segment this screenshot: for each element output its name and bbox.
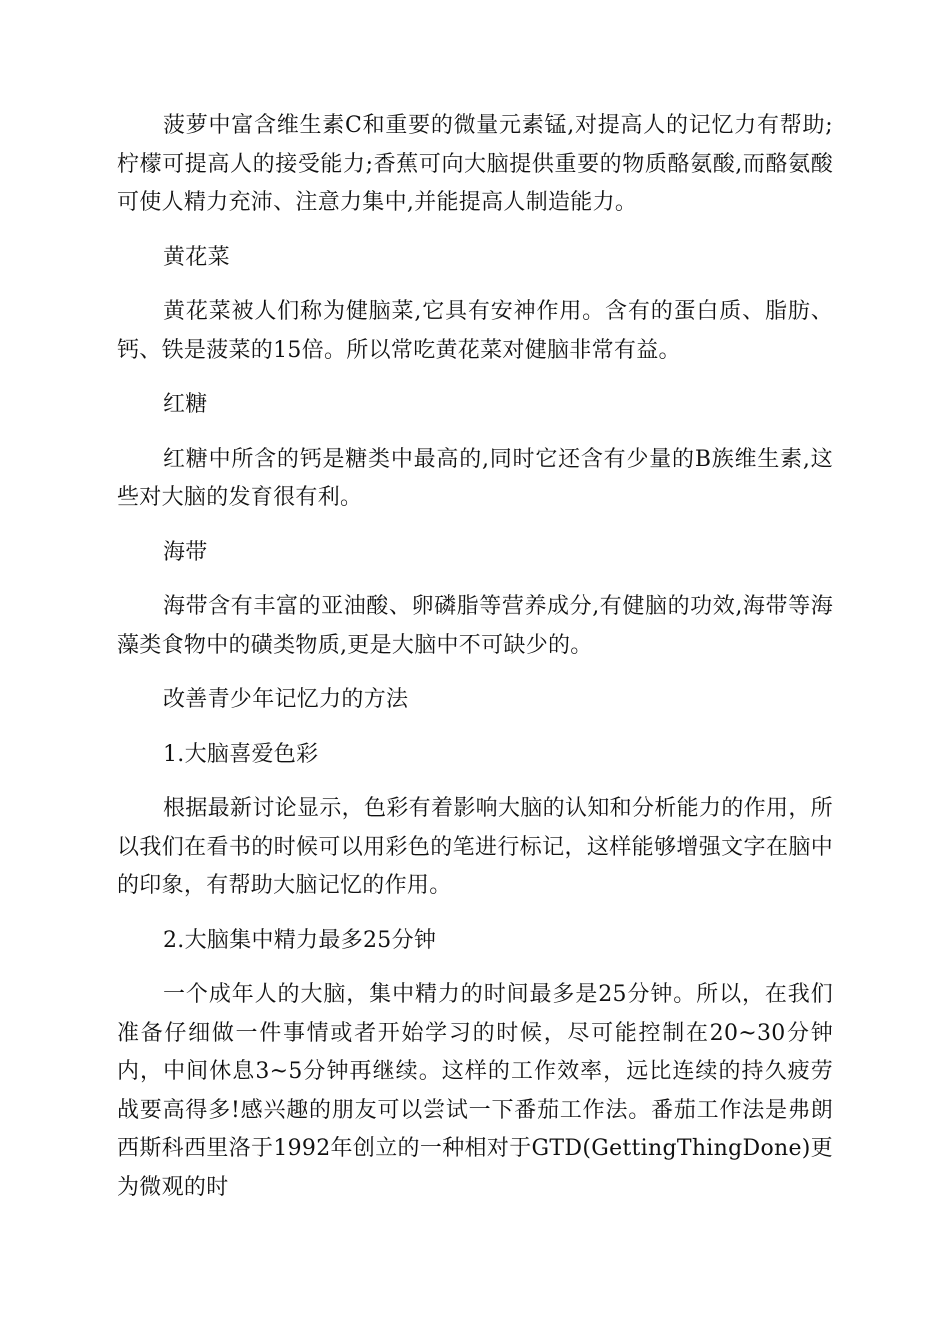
heading-daylily: 黄花菜 (163, 244, 230, 270)
heading-method-2: 2.大脑集中精力最多25分钟 (163, 927, 437, 953)
paragraph-pineapple: 菠萝中富含维生素C和重要的微量元素锰,对提高人的记忆力有帮助;柠檬可提高人的接受能力;香蕉可向大脑提供重要的物质酪氨酸,而酪氨酸可使人精力充沛、注意力集中,并能提高人制造能力。 (117, 113, 833, 215)
paragraph-brown-sugar: 红糖中所含的钙是糖类中最高的,同时它还含有少量的B族维生素,这些对大脑的发育很有利。 (117, 446, 833, 510)
heading-kelp: 海带 (163, 539, 208, 565)
paragraph-daylily: 黄花菜被人们称为健脑菜,它具有安神作用。含有的蛋白质、脂肪、钙、铁是菠菜的15倍。所以常吃黄花菜对健脑非常有益。 (117, 299, 833, 363)
document-body (117, 107, 833, 1223)
heading-brown-sugar: 红糖 (163, 392, 208, 417)
heading-method-1: 1.大脑喜爱色彩 (163, 741, 319, 767)
paragraph-kelp: 海带含有丰富的亚油酸、卵磷脂等营养成分,有健脑的功效,海带等海藻类食物中的磺类物质,更是大脑中不可缺少的。 (117, 594, 833, 658)
paragraph-method-2: 一个成年人的大脑，集中精力的时间最多是25分钟。所以，在我们准备仔细做一件事情或者开始学习的时候，尽可能控制在20~30分钟内，中间休息3~5分钟再继续。这样的工作效率，远比连续的持久疲劳战要高得多!感兴趣的朋友可以尝试一下番茄工作法。番茄工作法是弗朗西斯科西里洛于1992年创立的一种相对于GTD(GettingThingDone)更为微观的时 (117, 982, 833, 1200)
heading-memory-methods: 改善青少年记忆力的方法 (163, 687, 409, 712)
paragraph-method-1: 根据最新讨论显示，色彩有着影响大脑的认知和分析能力的作用，所以我们在看书的时候可以用彩色的笔进行标记，这样能够增强文字在脑中的印象，有帮助大脑记忆的作用。 (117, 796, 833, 898)
